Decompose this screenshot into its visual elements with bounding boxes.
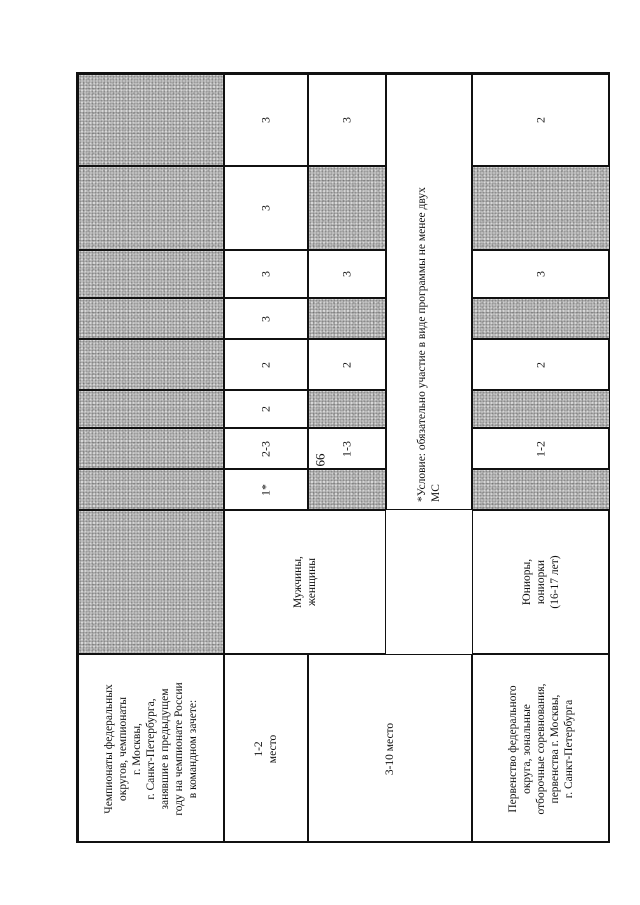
place-1-2-value-7: 3 [224,166,308,250]
place-1-2-value-4: 2 [224,339,308,390]
place-1-2-value-2: 2-3 [224,428,308,469]
championships-title-cell [78,654,224,843]
championships-cell-c [78,390,224,428]
place-3-10-title-cell [308,654,472,843]
championships-cell-b [78,428,224,469]
place-1-2-value-5: 3 [224,298,308,339]
first-district-cell-d [472,166,610,250]
place-3-10-value-4: 3 [308,74,386,166]
page-number: 99 [313,453,328,467]
place-1-2-value-6: 3 [224,250,308,298]
championships-group-cell [78,510,224,654]
place-3-10-value-2: 2 [308,339,386,390]
first-district-cell-a [472,469,610,510]
place-3-10-cell-c [308,298,386,339]
juniors-group-cell [472,510,610,654]
place-3-10-value-1: 1-3 [308,428,386,469]
championships-title: Чемпионаты федеральных округов, чемпионаты г. Москвы, г. Санкт-Петербурга, занявшие в предыдущем году на чемпионате России в командном зачете: [102,681,200,816]
first-district-value-1: 1-2 [472,428,610,469]
first-district-value-3: 3 [472,250,610,298]
first-district-value-2: 2 [472,339,610,390]
first-district-cell-b [472,390,610,428]
first-district-title-cell [472,654,610,843]
first-district-value-4: 2 [472,74,610,166]
place-3-10-cell-d [308,166,386,250]
place-1-2-value-1: 1* [224,469,308,510]
championships-cell-h [78,74,224,166]
place-1-2-title-cell [224,654,308,843]
place-1-2-title: 1-2 место [252,734,279,763]
men-women-label: Мужчины, женщины [291,556,318,608]
championships-cell-e [78,298,224,339]
men-women-group-cell [224,510,386,654]
championships-cell-g [78,166,224,250]
condition-note: *Условие: обязательно участие в виде программы не менее двух МС [415,187,442,502]
place-1-2-value-3: 2 [224,390,308,428]
championships-cell-f [78,250,224,298]
place-3-10-title: 3-10 место [383,722,396,775]
place-3-10-cell-b [308,390,386,428]
championships-cell-d [78,339,224,390]
place-3-10-value-3: 3 [308,250,386,298]
first-district-cell-c [472,298,610,339]
place-1-2-value-8: 3 [224,74,308,166]
condition-note-cell [386,74,472,510]
first-district-title: Первенство федерального округа, зональные отборочные соревнования, первенства г. Москвы, г. Санкт-Петербурга [506,683,576,814]
qualification-table [76,72,610,843]
juniors-label: Юниоры, юниорки (16-17 лет) [520,555,562,609]
place-3-10-cell-a [308,469,386,510]
championships-cell-a [78,469,224,510]
